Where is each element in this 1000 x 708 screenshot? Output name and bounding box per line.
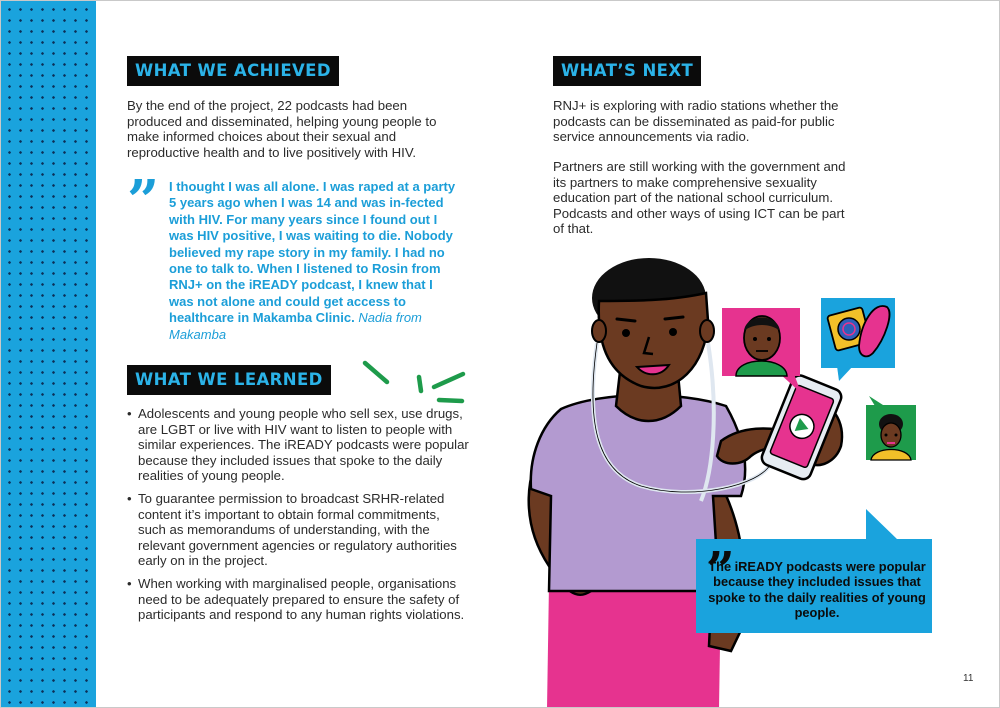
quote-text: I thought I was all alone. I was raped at a party 5 years ago when I was 14 and was in-fected with HIV. For many years since I found out I was HIV positive, I was waiting to die. Nobody believed my rape story in my family. I had no one to talk to. When I listened to Rosin from RNJ+ on the iREADY podcast, I knew that I was not alone and could get access to healthcare in Makamba Clinic. [169, 179, 456, 326]
condom-and-sanitary-pad-icon [821, 298, 895, 381]
testimonial-quote [127, 168, 457, 343]
callout-quote-mark-icon: ” [706, 540, 735, 599]
callout-box [696, 539, 932, 633]
man-avatar-icon [722, 308, 801, 393]
learned-list [127, 406, 469, 630]
callout-tail [866, 509, 899, 541]
quote-attribution: Nadia from Makamba [169, 310, 422, 342]
quote-body [127, 179, 457, 343]
list-item: • When working with marginalised people, organisations need to be adequately prepared to ensure the safety of participants and respond to any human rights violations. [127, 576, 469, 623]
page-number: 11 [963, 673, 974, 684]
heading-whats-next: WHAT’S NEXT [553, 56, 701, 86]
heading-what-we-learned: WHAT WE LEARNED [127, 365, 331, 395]
achieved-paragraph: By the end of the project, 22 podcasts had been produced and disseminated, helping young people to make informed choices about their sexual and reproductive health and to live positively with HIV. [127, 98, 437, 160]
callout-text: The iREADY podcasts were popular because they included issues that spoke to the daily realities of young people. [708, 559, 926, 621]
list-item: • To guarantee permission to broadcast SRHR-related content it’s important to obtain formal commitments, such as memorandums of understanding, with the relevant government agencies or regulatory authorities early on in the project. [127, 491, 469, 569]
next-paragraph-1: RNJ+ is exploring with radio stations whether the podcasts can be disseminated as paid-for public service announcements via radio. [553, 98, 839, 145]
woman-avatar-icon [866, 396, 916, 460]
quote-mark-icon: ” [127, 168, 160, 234]
next-paragraph-2: Partners are still working with the government and its partners to make comprehensive sexuality education part of the national school curriculum. Podcasts and other ways of using ICT can be part of that. [553, 159, 846, 237]
confetti-dashes [365, 363, 463, 401]
heading-what-we-achieved: WHAT WE ACHIEVED [127, 56, 339, 86]
list-item: • Adolescents and young people who sell sex, use drugs, are LGBT or live with HIV want to listen to people with similar experiences. The iREADY podcasts were popular because they included issues that spoke to the daily realities of young people. [127, 406, 469, 484]
